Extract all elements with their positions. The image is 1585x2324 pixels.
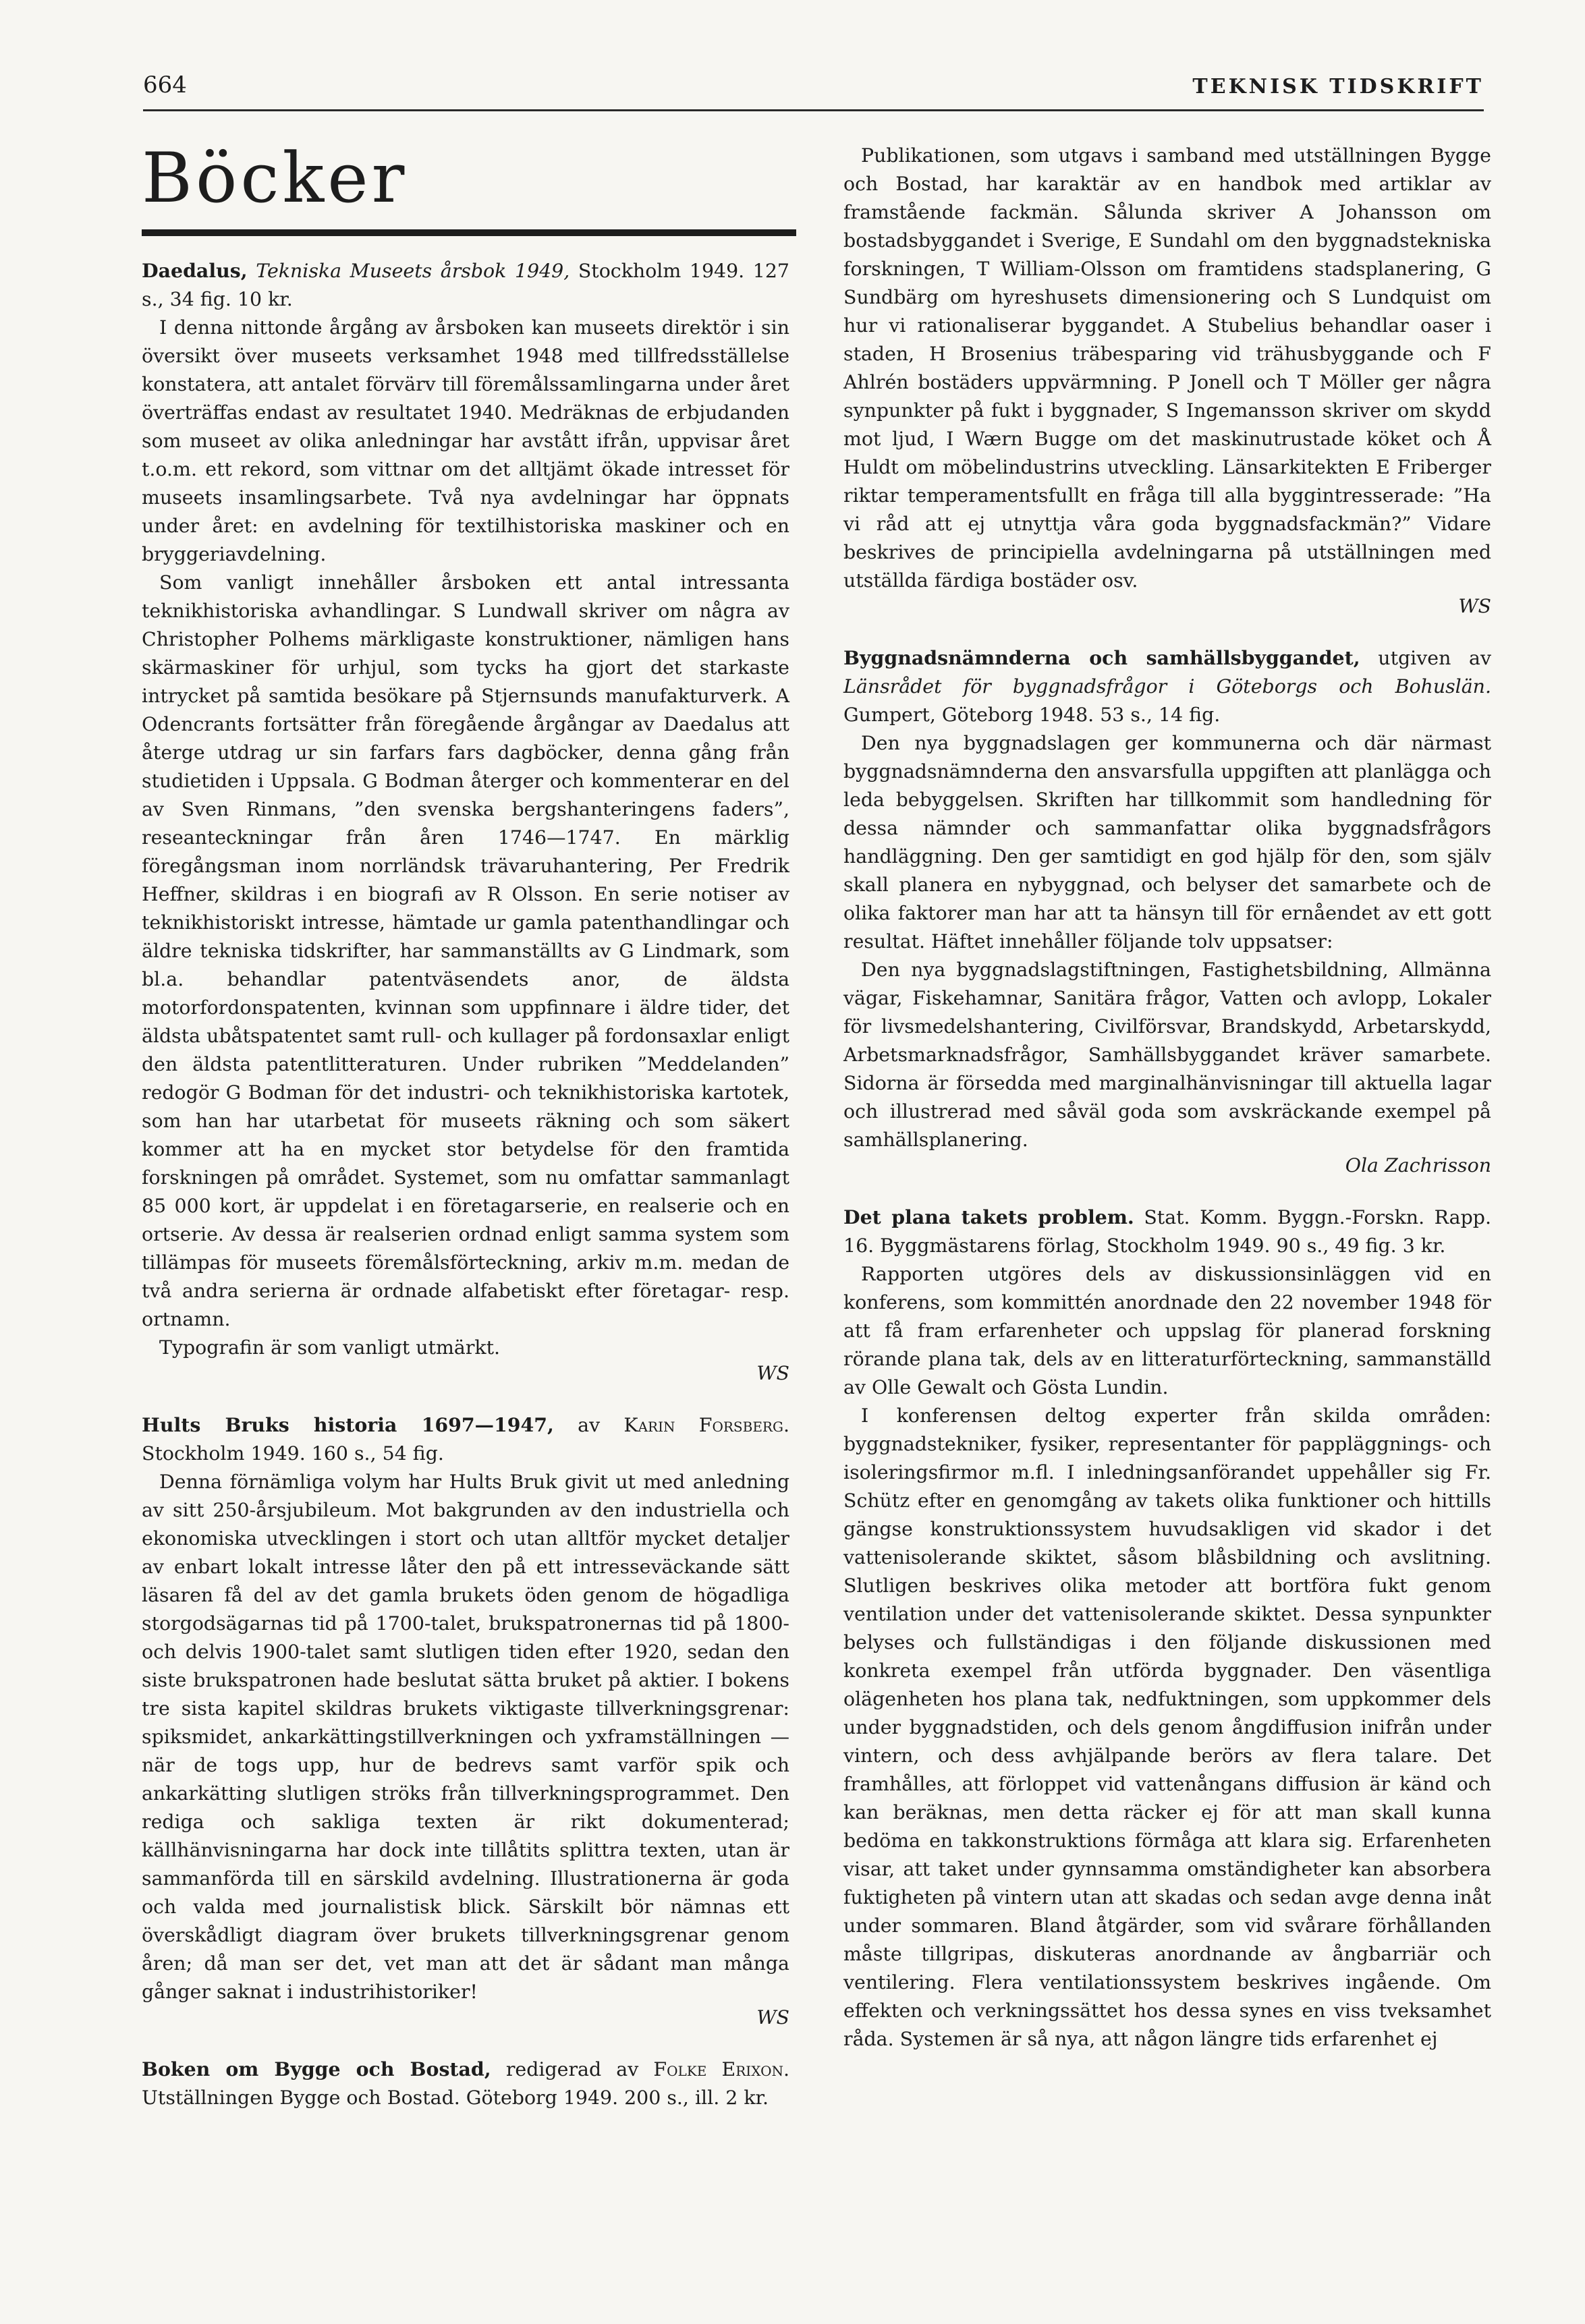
reviewer-signature: WS <box>756 1362 789 1384</box>
review-bygge-bostad-continued <box>843 142 1491 621</box>
book-title: Daedalus, <box>142 259 248 282</box>
reviewer-signature: Ola Zachrisson <box>1345 1154 1491 1177</box>
book-details: Stat. Komm. Byggn.-Forskn. Rapp. 16. Byggmästarens förlag, Stockholm 1949. 90 s., 49 fig. 3 kr. <box>843 1206 1491 1257</box>
reviewer-signature: WS <box>756 2006 789 2029</box>
review-plana-tak <box>843 1203 1491 2053</box>
book-details: Utställningen Bygge och Bostad. Göteborg 1949. 200 s., ill. 2 kr. <box>142 2087 769 2109</box>
review-heading <box>843 1203 1491 1260</box>
review-heading <box>142 256 789 314</box>
book-title: Byggnadsnämnderna och samhällsbyggandet, <box>843 646 1360 669</box>
review-paragraph: Typografin är som vanligt utmärkt. <box>159 1336 501 1359</box>
review-heading <box>142 1411 789 1468</box>
book-title: Hults Bruks historia 1697—1947, <box>142 1413 554 1436</box>
page-number: 664 <box>143 72 187 98</box>
book-by: redigerad av <box>505 2058 639 2080</box>
review-byggnadsnamnderna <box>843 644 1491 1180</box>
left-column <box>142 138 789 2135</box>
right-column <box>843 142 1491 2076</box>
reviewer-signature: WS <box>1458 595 1491 617</box>
book-title: Det plana takets problem. <box>843 1206 1134 1228</box>
review-paragraph: Publikationen, som utgavs i samband med utställningen Bygge och Bostad, har karaktär av en handbok med artiklar av framstående fackmän. Sålunda skriver A Johansson om bostadsbyggandet i Sverige, E Sundahl om den byggnadstekniska forskningen, T William-Olsson om framtidens stadsplanering, G Sundbärg om hyreshusets dimensionering och S Lundquist om hur vi rationaliserar byggandet. A Stubelius behandlar oaser i staden, H Brosenius träbesparing vid trähusbyggande och F Ahlrén bostäders uppvärmning. P Jonell och T Möller ger några synpunkter på fukt i byggnader, S Ingemansson skriver om skydd mot ljud, I Wærn Bugge om det maskinutrustade köket och Å Huldt om möbelindustrins utveckling. Länsarkitekten E Friberger riktar temperamentsfullt en fråga till alla byggintresserade: ”Ha vi råd att ej utnyttja våra goda byggnadsfackmän?” Vidare beskrives de principiella avdelningarna på utställningen med utställda färdiga bostäder osv. <box>843 144 1491 592</box>
book-author: Karin Forsberg. <box>623 1414 789 1436</box>
running-header <box>143 62 1484 111</box>
review-daedalus <box>142 256 789 1388</box>
review-bygge-bostad <box>142 2055 789 2112</box>
review-paragraph: Rapporten utgöres dels av diskussionsinläggen vid en konferens, som kommittén anordnade den 22 november 1948 för att få fram erfarenheter och uppslag för planerad forskning rörande plana tak, dels av en litteraturförteckning, sammanställd av Olle Gewalt och Gösta Lundin. <box>843 1263 1491 1398</box>
review-paragraph: Som vanligt innehåller årsboken ett antal intressanta teknikhistoriska avhandlingar. S Lundwall skriver om några av Christopher Polhems märkligaste konstruktioner, nämligen hans skärmaskiner för urhjul, som tycks ha gjort det starkaste intrycket på samtida besökare på Stjernsunds manufakturverk. A Odencrants fortsätter från föregående årgångar av Daedalus att återge utdrag ur sin farfars fars dagböcker, denna gång från studietiden i Uppsala. G Bodman återger och kommenterar en del av Sven Rinmans, ”den svenska bergshanteringens faders”, reseanteckningar från åren 1746—1747. En märklig föregångsman inom norrländsk trävaruhantering, Per Fredrik Heffner, skildras i en biografi av R Olsson. En serie notiser av teknikhistoriskt intresse, hämtade ur gamla patenthandlingar och äldre tekniska tidskrifter, har sammanställts av G Lindmark, som bl.a. behandlar patentväsendets anor, de äldsta motorfordonspatenten, kvinnan som uppfinnare i äldre tider, det äldsta ubåtspatentet samt rull- och kullager på fordonsaxlar enligt den äldsta patentlitteraturen. Under rubriken ”Meddelanden” redogör G Bodman för det industri- och teknikhistoriska kartotek, som han har utarbetat för museets räkning och som säkert kommer att ha en mycket stor betydelse för den framtida forskningen på området. Systemet, som nu omfattar sammanlagt 85 000 kort, är uppdelat i en företagarserie, en realserie och en ortserie. Av dessa är realserien ordnad enligt samma system som tillämpas för museets föremålsförteckning, arkiv m.m. medan de två andra serierna är ordnade alfabetiskt efter företagar- resp. ortnamn. <box>142 571 789 1330</box>
book-by: utgiven av <box>1378 647 1491 669</box>
book-publication: Tekniska Museets årsbok 1949, <box>256 260 570 282</box>
book-title: Boken om Bygge och Bostad, <box>142 2058 491 2080</box>
review-hults-bruk <box>142 1411 789 2032</box>
review-paragraph: Denna förnämliga volym har Hults Bruk givit ut med anledning av sitt 250-årsjubileum. Mot bakgrunden av den industriella och ekonomiska utvecklingen i stort och utan alltför mycket detaljer av enbart lokalt intresse låter den på ett intresseväckande sätt läsaren få del av det gamla brukets öden genom de högadliga storgodsägarnas tid på 1700-talet, brukspatronernas tid på 1800-och delvis 1900-talet samt slutligen tiden efter 1920, sedan den siste brukspatronen hade beslutat sätta bruket på aktier. I bokens tre sista kapitel skildras brukets viktigaste tillverkningsgrenar: spiksmidet, ankarkättingstillverkningen och yxframställningen — när de togs upp, hur de bedrevs samt varför spik och ankarkätting slutligen ströks från tillverkningsprogrammet. Den rediga och sakliga texten är rikt dokumenterad; källhänvisningarna har dock inte tillåtits splittra texten, utan är sammanförda till en särskild avdelning. Illustrationerna är goda och valda med journalistisk blick. Särskilt bör nämnas ett överskådligt diagram över brukets tillverkningsgrenar genom åren; då man ser det, vet man att det är sådant man många gånger saknat i industrihistoriker! <box>142 1471 789 2003</box>
book-details: Gumpert, Göteborg 1948. 53 s., 14 fig. <box>843 704 1221 726</box>
book-details: Stockholm 1949. 160 s., 54 fig. <box>142 1442 444 1465</box>
book-details: Stockholm 1949. 127 s., 34 fig. 10 kr. <box>142 260 789 310</box>
review-heading <box>843 644 1491 729</box>
review-paragraph: I denna nittonde årgång av årsboken kan museets direktör i sin översikt över museets verksamhet 1948 med tillfredsställelse konstatera, att antalet förvärv till föremålssamlingarna under året överträffas endast av resultatet 1940. Medräknas de erbjudanden som museet av olika anledningar har avstått ifrån, uppvisar året t.o.m. ett rekord, som vittnar om det alltjämt ökade intresset för museets insamlingsarbete. Två nya avdelningar har öppnats under året: en avdelning för textilhistoriska maskiner och en bryggeriavdelning. <box>142 316 789 565</box>
book-publisher: Länsrådet för byggnadsfrågor i Göteborgs och Bohuslän. <box>843 675 1491 698</box>
review-paragraph: I konferensen deltog experter från skilda områden: byggnadstekniker, fysiker, representanter för pappläggnings- och isoleringsfirmor m.fl. I inledningsanförandet uppehåller sig Fr. Schütz efter en genomgång av takets olika funktioner och hittills gängse konstruktionssystem huvudsakligen vid skador i det vattenisolerande skiktet, såsom blåsbildning och avslitning. Slutligen beskrives olika metoder att bortföra fukt genom ventilation under det vattenisolerande skiktet. Dessa synpunkter belyses och fullständigas i den följande diskussionen med konkreta exempel från utförda byggnader. Den väsentliga olägenheten hos plana tak, nedfuktningen, som uppkommer dels under byggnadstiden, och dels genom ångdiffusion inifrån under vintern, och dess avhjälpande berörs av flera talare. Det framhålles, att förloppet vid vattenångans diffusion är känd och kan beräknas, men detta räcker ej för att man skall kunna bedöma en takkonstruktions förmåga att klara sig. Erfarenheten visar, att taket under gynnsamma omständigheter kan absorbera fuktigheten på vintern utan att skadas och sedan avge denna inåt under sommaren. Bland åtgärder, som vid svårare förhållanden måste tillgripas, diskuteras anordnande av ångbarriär och ventilering. Flera ventilationssystem beskrives ingående. Om effekten och verkningssättet hos dessa synes en viss tveksamhet råda. Systemen är så nya, att någon längre tids erfarenhet ej <box>843 1405 1491 2050</box>
review-paragraph: Den nya byggnadslagen ger kommunerna och där närmast byggnadsnämnderna den ansvarsfulla uppgiften att planlägga och leda bebyggelsen. Skriften har tillkommit som handledning för dessa nämnder och sammanfattar olika byggnadsfrågors handläggning. Den ger samtidigt en god hjälp för den, som själv skall planera en nybyggnad, och belyser det samarbete och de olika faktorer man har att ta hänsyn till för ernåendet av ett gott resultat. Häftet innehåller följande tolv uppsatser: <box>843 732 1491 953</box>
review-paragraph: Den nya byggnadslagstiftningen, Fastighetsbildning, Allmänna vägar, Fiskehamnar, Sanitära frågor, Vatten och avlopp, Lokaler för livsmedelshantering, Civilförsvar, Brandskydd, Arbetarskydd, Arbetsmarknadsfrågor, Samhällsbyggandet kräver samarbete. Sidorna är försedda med marginalhänvisningar till aktuella lagar och illustrerad med såväl goda som avskräckande exempel på samhällsplanering. <box>843 959 1491 1151</box>
section-title: Böcker <box>142 142 796 236</box>
review-heading <box>142 2055 789 2112</box>
book-by: av <box>578 1414 601 1436</box>
journal-title: TEKNISK TIDSKRIFT <box>1192 75 1484 98</box>
book-author: Folke Erixon. <box>653 2058 789 2080</box>
